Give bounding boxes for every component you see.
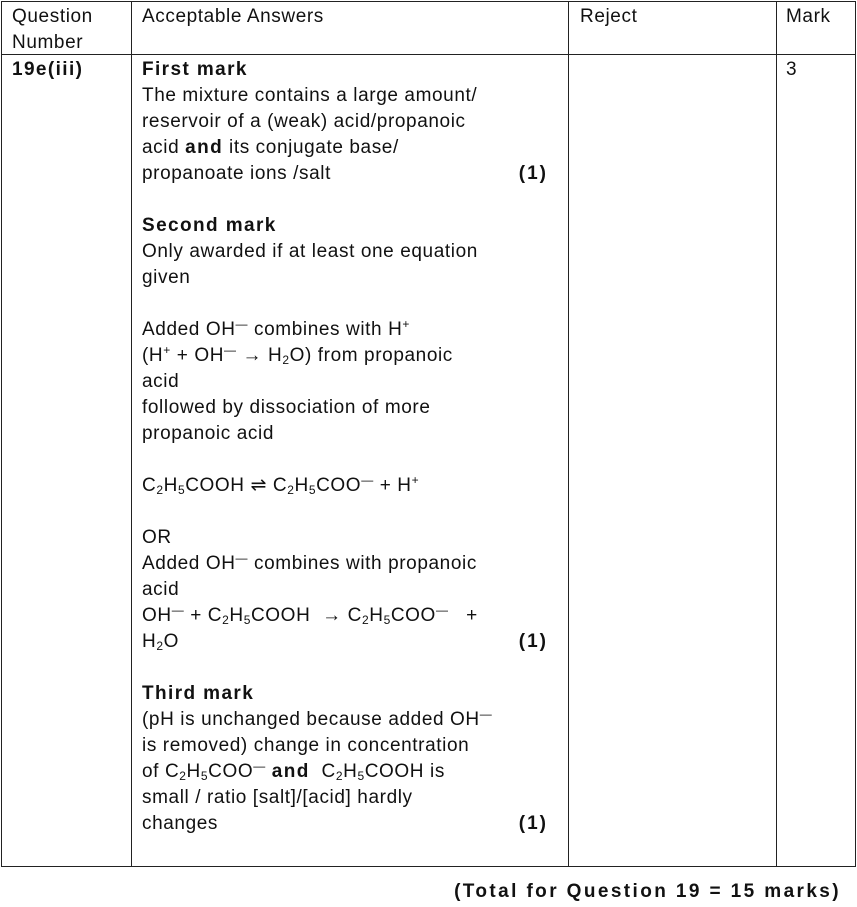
column-divider bbox=[568, 2, 569, 866]
header-divider bbox=[2, 54, 855, 55]
question-total: (Total for Question 19 = 15 marks) bbox=[454, 881, 841, 902]
mark-scheme-table bbox=[1, 1, 856, 867]
header-mark: Mark bbox=[786, 6, 831, 27]
column-divider bbox=[131, 2, 132, 866]
mark-value: 3 bbox=[786, 59, 798, 80]
third-mark-score: (1) bbox=[518, 813, 548, 834]
first-mark-heading: First mark bbox=[142, 59, 248, 80]
answers-cell: First mark The mixture contains a large amount/ reservoir of a (weak) acid/propanoic acid and its conjugate base/ propanoate ions /salt (1) Second mark Only awarded if at least one equation given Added OH— combines with H+ $(H^+ + OH^— \to H_2O)$ from propanoic acid followed by dissociation of more propanoic acid $C_2H_5COOH$ ⇌ $C_2H_5COO^— + H^+$ OR Added OH— combines with propanoic acid $OH^— + C_2H_5COOH \to C_2H_5COO^—$ + $H_2O$ (1) Third mark (pH is unchanged because added OH— is removed) change in concentration of $C_2H_5COO^—$ and $C_2H_5COOH$ is small / ratio [salt]/[acid] hardly changes (1) bbox=[142, 57, 554, 837]
third-mark-heading: Third mark bbox=[142, 683, 255, 704]
column-divider bbox=[776, 2, 777, 866]
header-reject: Reject bbox=[580, 6, 638, 27]
header-acceptable-answers: Acceptable Answers bbox=[142, 6, 324, 27]
neutralisation-equation: $OH^— + C_2H_5COOH \to C_2H_5COO^—$ + bbox=[142, 603, 478, 627]
header-question-number: Question Number bbox=[12, 6, 93, 53]
equilibrium-equation: $C_2H_5COOH$ ⇌ $C_2H_5COO^— + H^+$ bbox=[142, 473, 420, 497]
second-mark-heading: Second mark bbox=[142, 215, 277, 236]
question-id: 19e(iii) bbox=[12, 59, 84, 80]
second-mark-score: (1) bbox=[518, 631, 548, 652]
first-mark-score: (1) bbox=[518, 163, 548, 184]
